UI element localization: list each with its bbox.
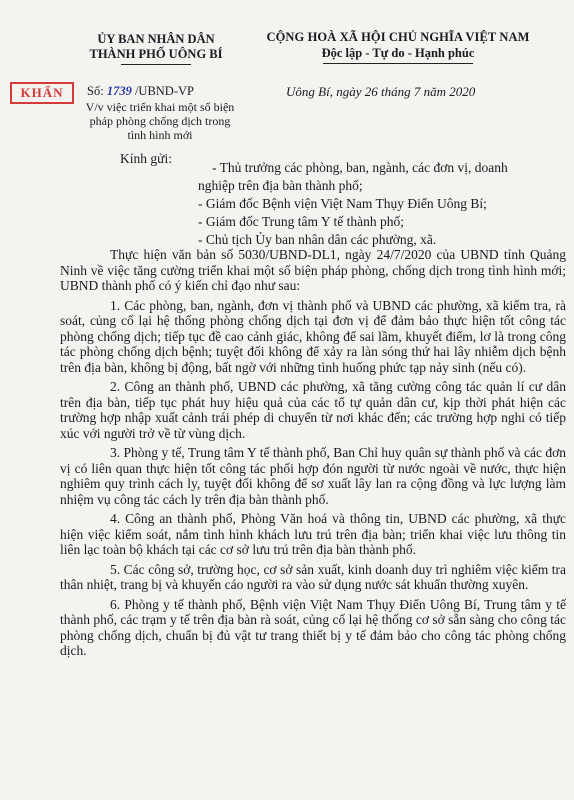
directive-paragraph: 5. Các công sở, trường học, cơ sở sản xuất, kinh doanh duy trì nghiêm việc kiểm tra thân nhiệt, trang bị và khuyến cáo người ra vào sử dụng nước sát khuẩn thường xuyên. [60, 561, 566, 592]
document-number [87, 84, 194, 99]
directive-paragraph: 2. Công an thành phố, UBND các phường, xã tăng cường công tác quản lí cư dân trên địa bàn, tiếp tục phát huy hiệu quả của các tổ tự quản dân cư, kịp thời phát hiện các trường hợp nhập xuất cảnh trái phép di chuyển từ nơi khác đến; các trường hợp nghi có tiếp xúc với người trở về từ vùng dịch. [60, 379, 566, 441]
doc-number-handwritten: 1739 [106, 84, 132, 98]
recipient-line: - Chủ tịch Ủy ban nhân dân các phường, xã. [198, 232, 437, 247]
place-and-date: Uông Bí, ngày 26 tháng 7 năm 2020 [286, 84, 476, 99]
recipient-line: - Thủ trưởng các phòng, ban, ngành, các đơn vị, doanh [212, 160, 508, 175]
intro-paragraph: Thực hiện văn bản số 5030/UBND-DL1, ngày 24/7/2020 của UBND tỉnh Quảng Ninh về việc tăng cường triển khai một số biện pháp phòng, chống dịch trong tình hình mới; UBND thành phố có ý kiến chỉ đạo như sau: [60, 247, 566, 293]
agency-line-1: ỦY BAN NHÂN DÂN [97, 32, 215, 46]
recipient-line: - Giám đốc Trung tâm Y tế thành phố; [198, 214, 404, 229]
document-subject: V/v việc triển khai một số biện pháp phòng chống dịch trong tình hình mới [85, 100, 235, 142]
nation-name: CỘNG HOÀ XÃ HỘI CHỦ NGHĨA VIỆT NAM [266, 30, 530, 44]
document-body [60, 247, 566, 663]
recipient-list [88, 159, 558, 249]
directive-paragraph: 3. Phòng y tế, Trung tâm Y tế thành phố, Ban Chỉ huy quân sự thành phố và các đơn vị có liên quan thực hiện tốt công tác phối hợp đón người từ nước ngoài về nước, thực hiện nghiêm quy trình cách ly, tuyệt đối không để sơ xuất lây lan ra cộng đồng và lực lượng làm nhiệm vụ công tác cách ly trên địa bàn thành phố. [60, 445, 566, 507]
motto-underline [323, 63, 473, 64]
agency-line-2: THÀNH PHỐ UÔNG BÍ [89, 47, 223, 61]
greeting: Kính gửi: [120, 151, 172, 166]
directive-paragraph: 6. Phòng y tế thành phố, Bệnh viện Việt Nam Thụy Điển Uông Bí, Trung tâm y tế thành phố, các trạm y tế trên địa bàn rà soát, củng cố lại hệ thống cơ sở sẵn sàng cho công tác phòng chống dịch, chuẩn bị đủ vật tư trang thiết bị y tế đảm bảo cho công tác phòng chống dịch. [60, 596, 566, 658]
urgent-stamp: KHẨN [10, 82, 74, 104]
national-motto: Độc lập - Tự do - Hạnh phúc [321, 46, 475, 60]
directive-paragraph: 4. Công an thành phố, Phòng Văn hoá và thông tin, UBND các phường, xã thực hiện việc kiểm soát, nắm tình hình khách lưu trú trên địa bàn; triển khai việc lưu thông tin liên lạc toàn bộ khách tại các cơ sở lưu trú trên địa bàn thành phố. [60, 511, 566, 557]
recipient-line: - Giám đốc Bệnh viện Việt Nam Thụy Điển Uông Bí; [198, 196, 487, 211]
doc-number-suffix: /UBND-VP [131, 84, 194, 98]
issuing-agency [66, 32, 246, 65]
directive-paragraph: 1. Các phòng, ban, ngành, đơn vị thành phố và UBND các phường, xã kiểm tra, rà soát, củng cố lại hệ thống phòng chống dịch tại đơn vị để đảm bảo thực hiện tốt công tác phòng chống dịch; tiếp tục đề cao cảnh giác, không để sai lầm, khuyết điểm, lơ là trong công tác phòng chống dịch bệnh; tuyệt đối không để xảy ra làn sóng thứ hai lây nhiễm dịch bệnh trên địa bàn, không bị động, bất ngờ với những tình huống phức tạp nảy sinh (nếu có). [60, 297, 566, 375]
recipient-line: nghiệp trên địa bàn thành phố; [198, 178, 363, 193]
agency-underline [121, 64, 191, 65]
doc-number-prefix: Số: [87, 84, 107, 98]
national-heading [248, 30, 548, 64]
